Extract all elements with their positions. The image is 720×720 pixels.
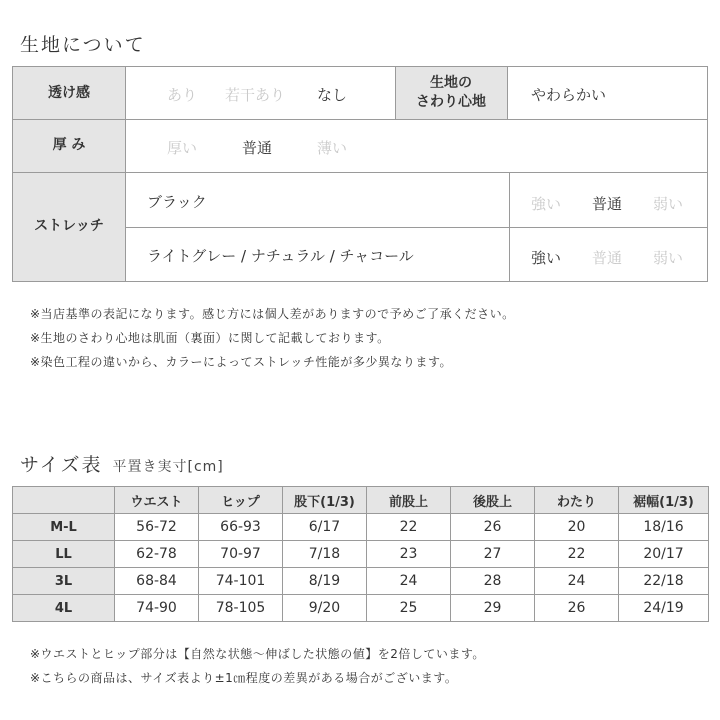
table-cell: 28 — [451, 568, 535, 595]
note-line: ※こちらの商品は、サイズ表より±1㎝程度の差異がある場合がございます。 — [30, 671, 458, 685]
thickness-option-normal: 普通 — [242, 139, 273, 157]
table-cell: 9/20 — [283, 595, 367, 622]
table-row — [13, 595, 709, 622]
fabric-table — [12, 66, 708, 282]
table-cell: 24 — [367, 568, 451, 595]
feel-label-line2: さわり心地 — [416, 94, 486, 110]
stretch-option-weak: 弱い — [653, 195, 684, 213]
table-cell: 7/18 — [283, 541, 367, 568]
sheer-label: 透け感 — [13, 67, 125, 119]
header-cell — [13, 487, 115, 514]
size-section-title — [20, 450, 224, 477]
table-cell: 27 — [451, 541, 535, 568]
feel-label — [395, 67, 507, 119]
table-cell: 24/19 — [619, 595, 709, 622]
size-label: M-L — [13, 514, 115, 541]
table-cell: 8/19 — [283, 568, 367, 595]
table-cell: 74-90 — [115, 595, 199, 622]
sheer-option-slight: 若干あり — [225, 86, 286, 104]
stretch-option-strong: 強い — [531, 195, 562, 213]
size-title: サイズ表 — [20, 454, 103, 476]
stretch-option-normal: 普通 — [592, 195, 623, 213]
table-cell: 70-97 — [199, 541, 283, 568]
table-cell: 62-78 — [115, 541, 199, 568]
table-cell: 74-101 — [199, 568, 283, 595]
table-cell: 29 — [451, 595, 535, 622]
size-notes — [30, 642, 485, 690]
header-cell: 後股上 — [451, 487, 535, 514]
table-cell: 18/16 — [619, 514, 709, 541]
table-cell: 56-72 — [115, 514, 199, 541]
table-cell: 20/17 — [619, 541, 709, 568]
sheer-option-ari: あり — [167, 86, 198, 104]
thickness-option-thick: 厚い — [167, 139, 198, 157]
header-cell: 股下(1/3) — [283, 487, 367, 514]
size-label: 3L — [13, 568, 115, 595]
table-cell: 66-93 — [199, 514, 283, 541]
stretch-label: ストレッチ — [13, 172, 125, 281]
size-table — [12, 486, 709, 622]
table-cell: 6/17 — [283, 514, 367, 541]
table-row — [13, 541, 709, 568]
note-line: ※ウエストとヒップ部分は【自然な状態～伸ばした状態の値】を2倍しています。 — [30, 647, 485, 661]
note-line: ※当店基準の表記になります。感じ方には個人差がありますので予めご了承ください。 — [30, 307, 515, 321]
table-cell: 68-84 — [115, 568, 199, 595]
sheer-option-none: なし — [317, 86, 348, 104]
table-cell: 23 — [367, 541, 451, 568]
size-subtitle: 平置き実寸[cm] — [112, 459, 224, 475]
table-cell: 20 — [535, 514, 619, 541]
stretch-option-strong: 強い — [531, 249, 562, 267]
header-cell: ヒップ — [199, 487, 283, 514]
fabric-section-title: 生地について — [20, 34, 146, 56]
thickness-label: 厚 み — [13, 119, 125, 172]
note-line: ※生地のさわり心地は肌面（裏面）に関して記載しております。 — [30, 331, 390, 345]
header-cell: わたり — [535, 487, 619, 514]
stretch-option-weak: 弱い — [653, 249, 684, 267]
table-cell: 26 — [535, 595, 619, 622]
stretch-row-name: ライトグレー / ナチュラル / チャコール — [147, 247, 414, 265]
table-cell: 22 — [535, 541, 619, 568]
stretch-row-name: ブラック — [147, 193, 207, 211]
header-cell: 裾幅(1/3) — [619, 487, 709, 514]
table-cell: 24 — [535, 568, 619, 595]
header-cell: ウエスト — [115, 487, 199, 514]
note-line: ※染色工程の違いから、カラーによってストレッチ性能が多少異なります。 — [30, 355, 452, 369]
table-row — [13, 568, 709, 595]
size-label: 4L — [13, 595, 115, 622]
table-cell: 26 — [451, 514, 535, 541]
thickness-option-thin: 薄い — [317, 139, 348, 157]
feel-value: やわらかい — [531, 86, 607, 104]
fabric-notes — [30, 302, 515, 374]
feel-label-line1: 生地の — [430, 75, 472, 92]
size-label: LL — [13, 541, 115, 568]
table-cell: 22/18 — [619, 568, 709, 595]
size-table-header-row — [13, 487, 709, 514]
table-row — [13, 514, 709, 541]
stretch-option-normal: 普通 — [592, 249, 623, 267]
header-cell: 前股上 — [367, 487, 451, 514]
table-cell: 78-105 — [199, 595, 283, 622]
table-cell: 22 — [367, 514, 451, 541]
table-cell: 25 — [367, 595, 451, 622]
